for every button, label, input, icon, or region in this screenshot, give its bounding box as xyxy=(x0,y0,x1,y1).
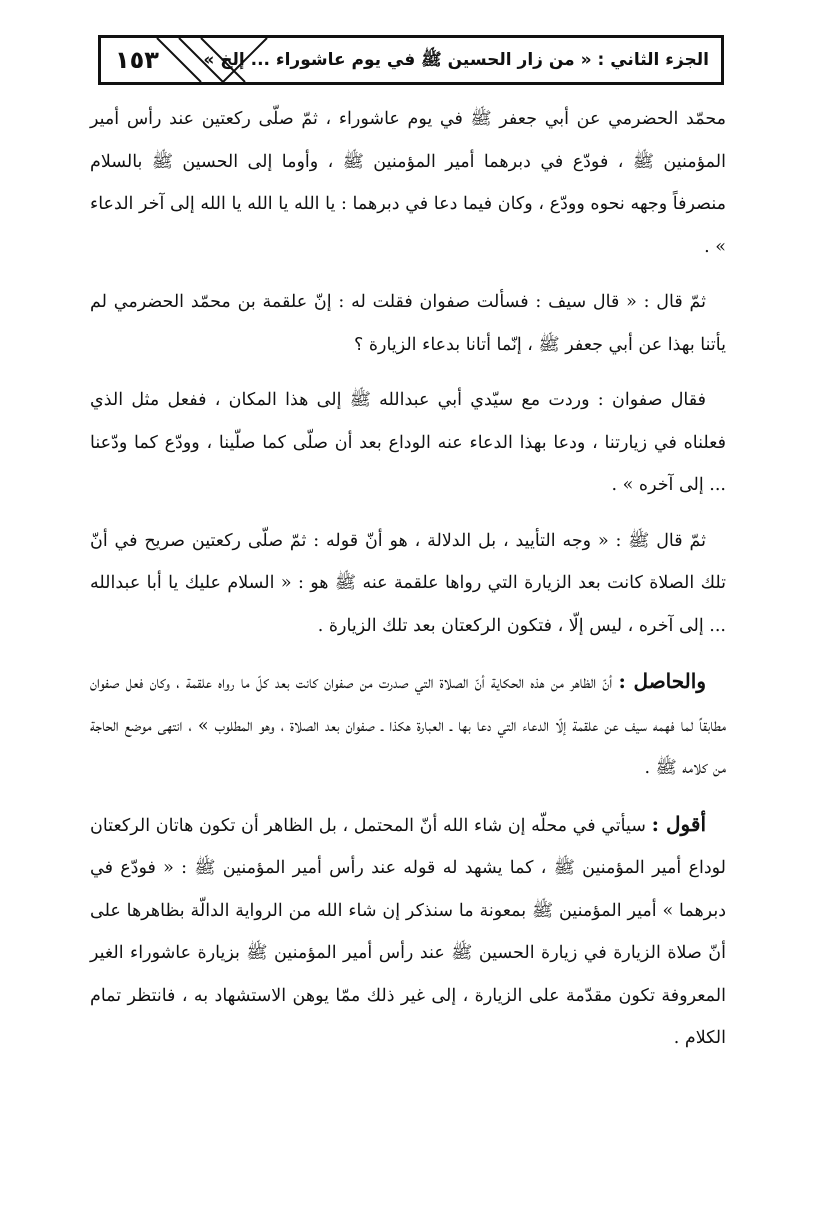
paragraph-2 xyxy=(90,281,726,366)
body-text xyxy=(90,98,726,1073)
paragraph-2-text: ثمّ قال : « قال سيف : فسألت صفوان فقلت له : إنّ علقمة بن محمّد الحضرمي لم يأتنا بهذا عن أبي جعفر ﷺ ، إنّما أتانا بدعاء الزيارة ؟ xyxy=(90,292,726,355)
paragraph-6 xyxy=(90,803,726,1060)
header-title: الجزء الثاني : « من زار الحسين ﷺ في يوم عاشوراء ... إلخ » xyxy=(203,50,709,70)
paragraph-4 xyxy=(90,520,726,648)
page-number: ١٥٣ xyxy=(115,46,159,74)
paragraph-5 xyxy=(90,660,726,790)
paragraph-6-text: سيأتي في محلّه إن شاء الله أنّ المحتمل ، بل الظاهر أن تكون هاتان الركعتان لوداع أمير المؤمنين ﷺ ، كما يشهد له قوله عند رأس أمير المؤمنين ﷺ : « فودّع في دبرهما » أمير المؤمنين ﷺ بمعونة ما سنذكر إن شاء الله من الرواية الدالّة بظاهرها على أنّ صلاة الزيارة في زيارة الحسين ﷺ عند رأس أمير المؤمنين ﷺ بزيارة عاشوراء الغير المعروفة تكون مقدّمة على الزيارة ، إلى غير ذلك ممّا يوهن الاستشهاد به ، فانتظر تمام الكلام . xyxy=(90,815,726,1048)
paragraph-5-keyword: والحاصل : xyxy=(618,669,706,693)
paragraph-6-keyword: أقول : xyxy=(651,811,706,836)
paragraph-1 xyxy=(90,98,726,268)
paragraph-3-text: فقال صفوان : وردت مع سيّدي أبي عبدالله ﷺ إلى هذا المكان ، ففعل مثل الذي فعلناه في زيارتنا ، ودعا بهذا الدعاء عنه الوداع بعد أن صلّى كما صلّينا ، وودّع كما ودّعنا ... إلى آخره » . xyxy=(90,390,726,495)
paragraph-4-text: ثمّ قال ﷺ : « وجه التأييد ، بل الدلالة ، هو أنّ قوله : ثمّ صلّى ركعتين صريح في أنّ تلك الصلاة كانت بعد الزيارة التي رواها علقمة عنه ﷺ هو : « السلام عليك يا أبا عبدالله ... إلى آخره ، ليس إلّا ، فتكون الركعتان بعد تلك الزيارة . xyxy=(90,530,726,636)
paragraph-3 xyxy=(90,379,726,507)
running-header xyxy=(98,35,724,85)
paragraph-5-text: أنّ الظاهر من هذه الحكاية أنّ الصلاة التي صدرت من صفوان كانت بعد كلّ ما رواه علقمة ، وكان فعل صفوان مطابقاً لما فهمه سيف عن علقمة إلّا الدعاء التي دعا بها ـ العبارة هكذا ـ صفوان بعد الصلاة ، وهو المطلوب » ، انتهى موضع الحاجة من كلامه ﷺ . xyxy=(90,673,726,778)
paragraph-1-text: محمّد الحضرمي عن أبي جعفر ﷺ في يوم عاشوراء ، ثمّ صلّى ركعتين عند رأس أمير المؤمنين ﷺ ، فودّع في دبرهما أمير المؤمنين ﷺ ، وأوما إلى الحسين ﷺ بالسلام منصرفاً وجهه نحوه وودّع ، وكان فيما دعا في دبرهما : يا الله يا الله يا الله إلى آخر الدعاء » . xyxy=(90,109,726,257)
